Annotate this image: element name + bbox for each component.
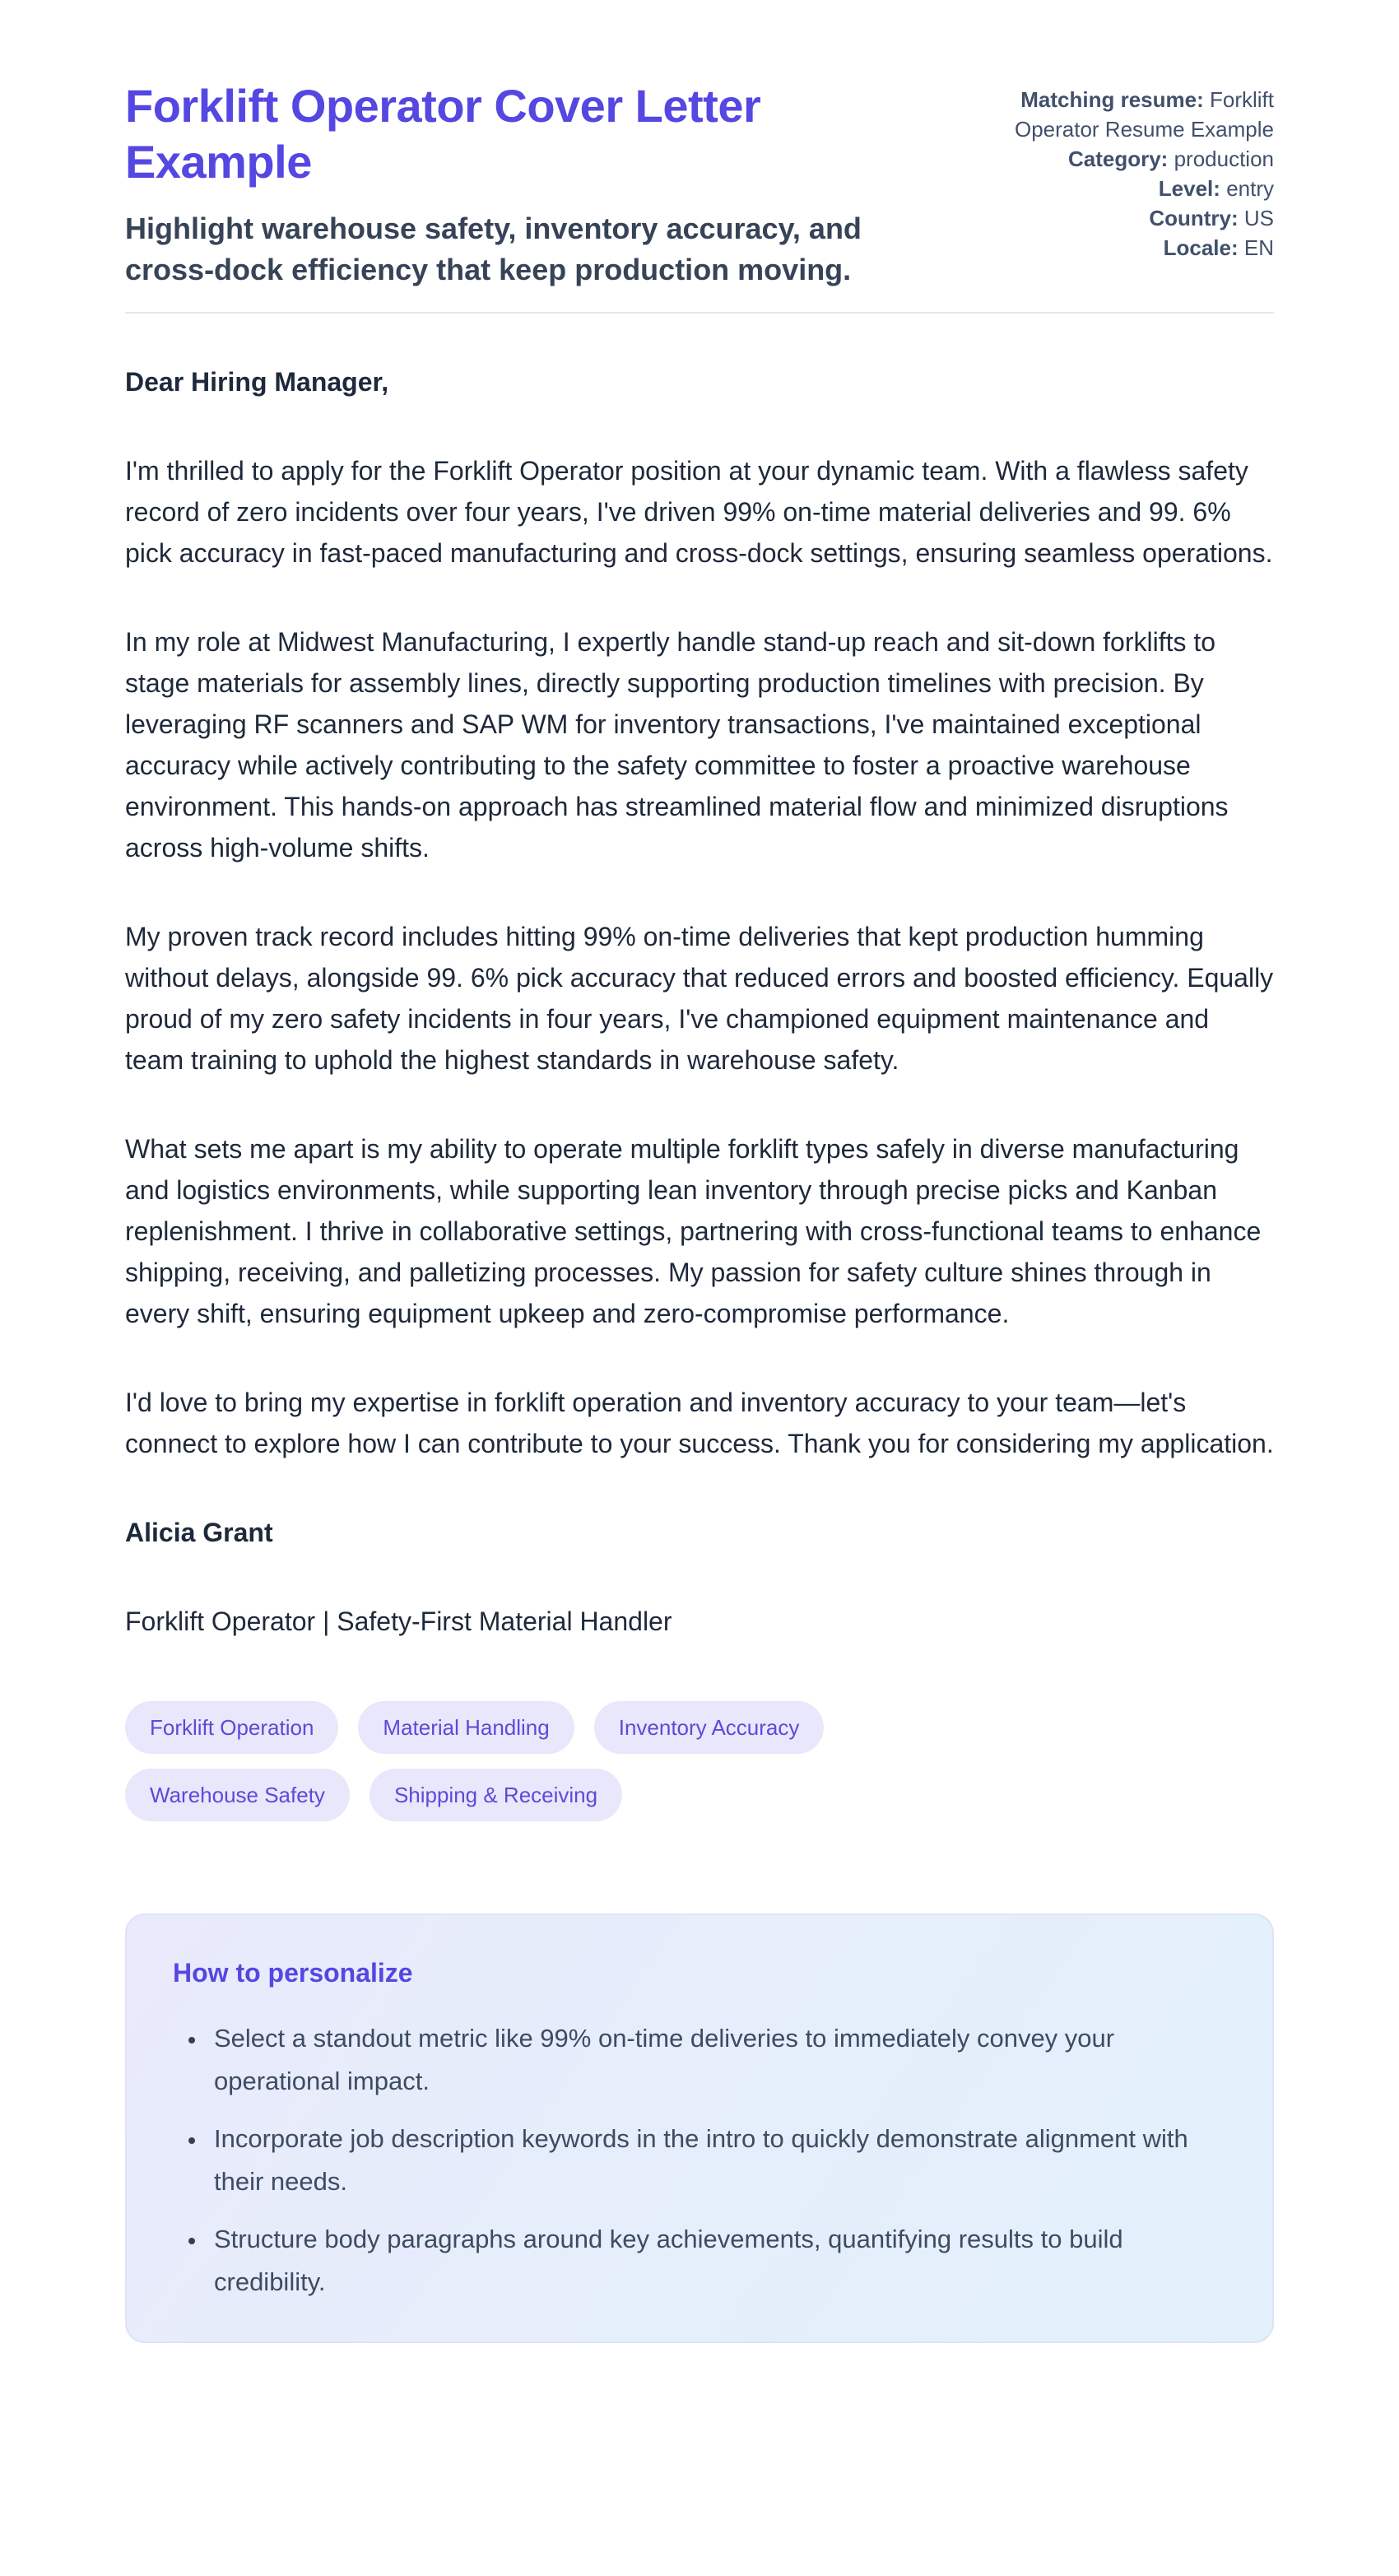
skill-tag-material-handling[interactable]: Material Handling	[358, 1701, 574, 1754]
skill-tag-list	[125, 1701, 1030, 1821]
page-title: Forklift Operator Cover Letter Example	[125, 80, 761, 188]
meta-country	[1002, 203, 1274, 233]
meta-matching-resume-value: Forklift Operator Resume Example	[1014, 87, 1274, 142]
meta-country-label: Country:	[1149, 206, 1239, 230]
page-subtitle: Highlight warehouse safety, inventory accuracy, and cross-dock efficiency that keep production moving.	[125, 212, 862, 286]
meta-locale-label: Locale:	[1163, 235, 1239, 260]
letter-paragraph: What sets me apart is my ability to operate multiple forklift types safely in diverse manufacturing and logistics environments, while supporting lean inventory through precise picks and Kanban replenishment. I thrive in collaborative settings, partnering with cross-functional teams to enhance shipping, receiving, and palletizing processes. My passion for safety culture shines through in every shift, ensuring equipment upkeep and zero-compromise performance.	[125, 1134, 1262, 1328]
cover-letter-page	[125, 0, 1274, 2343]
skill-tag-shipping-receiving[interactable]: Shipping & Receiving	[370, 1769, 622, 1821]
skill-tag-forklift-operation[interactable]: Forklift Operation	[125, 1701, 338, 1754]
header-divider	[125, 312, 1274, 314]
meta-locale-value: EN	[1243, 235, 1274, 260]
letter-paragraph: In my role at Midwest Manufacturing, I expertly handle stand-up reach and sit-down forklifts to stage materials for assembly lines, directly supporting production timelines with precision. By leveraging RF scanners and SAP WM for inventory transactions, I've maintained exceptional accuracy while actively contributing to the safety committee to foster a proactive warehouse environment. This hands-on approach has streamlined material flow and minimized disruptions across high-volume shifts.	[125, 627, 1229, 863]
meta-level-label: Level:	[1158, 176, 1220, 201]
personalize-tip: • Structure body paragraphs around key achievements, quantifying results to build credibility.	[207, 2218, 1226, 2304]
personalize-tip-list	[173, 2017, 1226, 2304]
letter-paragraph: I'd love to bring my expertise in forklift operation and inventory accuracy to your team—let's connect to explore how I can contribute to your success. Thank you for considering my application.	[125, 1388, 1274, 1458]
meta-country-value: US	[1243, 206, 1274, 230]
cover-letter-body	[125, 361, 1274, 1642]
meta-category-label: Category:	[1067, 146, 1169, 171]
skill-tag-warehouse-safety[interactable]: Warehouse Safety	[125, 1769, 350, 1821]
signature-title: Forklift Operator | Safety-First Material Handler	[125, 1607, 672, 1636]
skill-tag-inventory-accuracy[interactable]: Inventory Accuracy	[594, 1701, 825, 1754]
meta-level-value: entry	[1226, 176, 1274, 201]
page-header	[125, 78, 1274, 291]
meta-level	[1002, 174, 1274, 203]
letter-paragraph: I'm thrilled to apply for the Forklift Operator position at your dynamic team. With a flawless safety record of zero incidents over four years, I've driven 99% on-time material deliveries and 99. 6% pick accuracy in fast-paced manufacturing and cross-dock settings, ensuring seamless operations.	[125, 456, 1273, 568]
meta-matching-resume	[1002, 85, 1274, 144]
personalize-title: How to personalize	[173, 1958, 413, 1988]
header-title-block	[125, 78, 956, 291]
letter-greeting: Dear Hiring Manager,	[125, 367, 389, 397]
signature-name: Alicia Grant	[125, 1518, 273, 1547]
meta-matching-resume-label: Matching resume:	[1020, 87, 1204, 112]
personalize-callout	[125, 1913, 1274, 2343]
meta-category-value: production	[1174, 146, 1274, 171]
meta-locale	[1002, 233, 1274, 263]
resume-meta-block	[1002, 78, 1274, 263]
personalize-tip: • Select a standout metric like 99% on-time deliveries to immediately convey your operational impact.	[207, 2017, 1226, 2103]
meta-category	[1002, 144, 1274, 174]
letter-paragraph: My proven track record includes hitting 99% on-time deliveries that kept production humming without delays, alongside 99. 6% pick accuracy that reduced errors and boosted efficiency. Equally proud of my zero safety incidents in four years, I've championed equipment maintenance and team training to uphold the highest standards in warehouse safety.	[125, 922, 1274, 1075]
personalize-tip: • Incorporate job description keywords in the intro to quickly demonstrate alignment with their needs.	[207, 2118, 1226, 2203]
